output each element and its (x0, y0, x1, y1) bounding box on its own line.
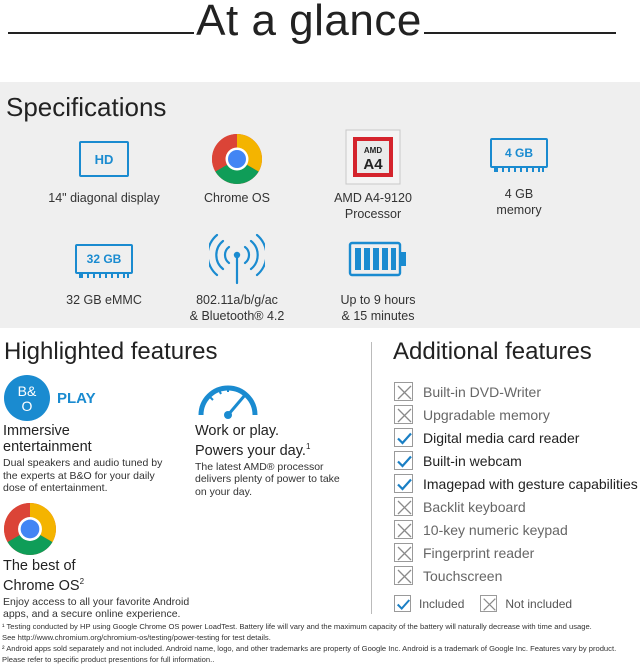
spec-battery (303, 228, 453, 324)
feature-list-item (394, 403, 640, 426)
feature-performance-body-line1: The latest AMD® processor (195, 460, 324, 473)
cross-icon (394, 405, 413, 424)
feature-list-label: Built-in DVD-Writer (423, 383, 541, 400)
feature-list-label: Upgradable memory (423, 406, 550, 423)
feature-audio-body-line3: dose of entertainment. (3, 482, 108, 494)
performance-gauge-icon (195, 373, 261, 421)
cross-icon (394, 566, 413, 585)
check-icon (394, 595, 411, 612)
feature-list-item (394, 518, 640, 541)
footnote-ref-1: 1 (305, 442, 311, 451)
cross-icon (394, 382, 413, 401)
footnote-disclaimer: Please refer to specific product presentions for full information.. (2, 655, 215, 664)
specifications-title: Specifications (6, 92, 167, 122)
feature-performance-head-line2: Powers your day. (195, 442, 306, 459)
amd-badge-model: A4 (363, 156, 383, 173)
spec-processor-caption (298, 190, 448, 222)
feature-list-label: Touchscreen (423, 567, 503, 584)
feature-list-item (394, 380, 640, 403)
spec-wireless (162, 228, 312, 324)
spec-memory (444, 126, 594, 218)
feature-audio-head-line2: entertainment (3, 439, 92, 455)
hd-display-icon (79, 141, 129, 177)
spec-os (162, 130, 312, 206)
memory-chip-icon (490, 138, 548, 172)
feature-audio-body-line1: Dual speakers and audio tuned by (3, 457, 163, 469)
footnote-ref-2: 2 (79, 577, 85, 586)
bo-play-wordmark: PLAY (57, 389, 96, 407)
spec-memory-caption (444, 186, 594, 218)
check-icon (394, 451, 413, 470)
feature-performance-head-line1: Work or play. (195, 423, 280, 439)
hd-label: HD (94, 151, 114, 167)
feature-chrome (3, 502, 203, 621)
feature-list-item (394, 472, 640, 495)
spec-os-caption: Chrome OS (204, 191, 270, 205)
battery-icon (348, 239, 408, 279)
additional-features-title: Additional features (393, 338, 592, 365)
cross-icon (394, 520, 413, 539)
bo-logo-top: B& (17, 383, 37, 399)
features-legend (394, 595, 572, 612)
feature-chrome-body-line2: apps, and a secure online experience. (3, 608, 181, 621)
feature-performance (195, 373, 370, 498)
feature-list-label: Built-in webcam (423, 452, 522, 469)
feature-performance-body (195, 461, 370, 499)
feature-list-label: Digital media card reader (423, 429, 580, 446)
feature-chrome-head-line1: The best of (3, 558, 76, 574)
chrome-logo-icon (3, 502, 57, 556)
header-rule-left (8, 32, 194, 34)
check-icon (394, 428, 413, 447)
wireless-icon (209, 233, 265, 285)
feature-list-item (394, 449, 640, 472)
spec-memory-line2: memory (496, 203, 542, 217)
cross-icon (394, 543, 413, 562)
cross-icon (394, 497, 413, 516)
feature-performance-heading (195, 423, 370, 459)
legend-not-included-label: Not included (505, 596, 573, 611)
spec-display (29, 130, 179, 206)
spec-storage-caption: 32 GB eMMC (66, 293, 142, 307)
spec-battery-caption (303, 292, 453, 324)
footnote-1-link: See http://www.chromium.org/chromium-os/testing/power-testing for test details. (2, 633, 271, 642)
spec-battery-line1: Up to 9 hours (340, 293, 416, 307)
chrome-logo-icon (211, 133, 263, 185)
section-divider (371, 342, 372, 614)
spec-wireless-caption (162, 292, 312, 324)
spec-wireless-line1: 802.11a/b/g/ac (196, 293, 278, 307)
footnote-2: ² Android apps sold separately and not included. Android name, logo, and other trademarks are property of Google Inc. Android is a trademark of Google Inc. Features vary by product. (2, 644, 617, 653)
spec-processor-line2: Processor (344, 207, 402, 221)
cross-icon (480, 595, 497, 612)
feature-audio (3, 373, 183, 495)
spec-battery-line2: & 15 minutes (341, 309, 415, 323)
spec-processor (298, 126, 448, 222)
feature-audio-heading (3, 423, 183, 455)
storage-chip-icon (75, 244, 133, 278)
footnote-1: ¹ Testing conducted by HP using Google Chrome OS power LoadTest. Battery life will vary and the maximum capacity of the battery will naturally decrease with time and usage. (2, 622, 592, 631)
legend-included-label: Included (419, 596, 465, 611)
feature-list-label: Imagepad with gesture capabilities (423, 475, 638, 492)
feature-chrome-body (3, 596, 203, 621)
feature-performance-body-line2: delivers plenty of power to take (195, 473, 340, 486)
feature-audio-head-line1: Immersive (3, 423, 70, 439)
additional-features-list (394, 380, 640, 587)
spec-wireless-line2: & Bluetooth® 4.2 (189, 309, 285, 323)
highlighted-features-title: Highlighted features (4, 338, 218, 365)
header-rule-right (424, 32, 616, 34)
spec-display-caption: 14" diagonal display (48, 191, 160, 205)
feature-list-item (394, 564, 640, 587)
footnotes (2, 621, 638, 665)
feature-list-label: 10-key numeric keypad (423, 521, 568, 538)
page-title: At a glance (196, 0, 422, 45)
specifications-panel (0, 82, 640, 328)
memory-chip-label: 4 GB (504, 146, 533, 160)
spec-memory-line1: 4 GB (504, 187, 534, 201)
feature-list-label: Fingerprint reader (423, 544, 535, 561)
feature-audio-body (3, 457, 183, 495)
feature-chrome-body-line1: Enjoy access to all your favorite Android (3, 595, 190, 608)
storage-chip-label: 32 GB (86, 252, 122, 266)
feature-chrome-head-line2: Chrome OS (3, 577, 80, 594)
feature-list-item (394, 541, 640, 564)
bo-play-logo-icon (3, 374, 51, 422)
spec-storage (29, 232, 179, 308)
bo-logo-bottom: O (21, 398, 33, 414)
feature-list-item (394, 495, 640, 518)
feature-list-label: Backlit keyboard (423, 498, 526, 515)
check-icon (394, 474, 413, 493)
amd-badge-brand: AMD (363, 146, 383, 155)
feature-performance-body-line3: on your day. (195, 485, 253, 498)
page-header (0, 0, 640, 72)
amd-a4-badge-icon (345, 129, 401, 185)
feature-chrome-heading (3, 558, 203, 594)
feature-list-item (394, 426, 640, 449)
spec-processor-line1: AMD A4-9120 (334, 191, 412, 205)
feature-audio-body-line2: the experts at B&O for your daily (3, 469, 155, 482)
